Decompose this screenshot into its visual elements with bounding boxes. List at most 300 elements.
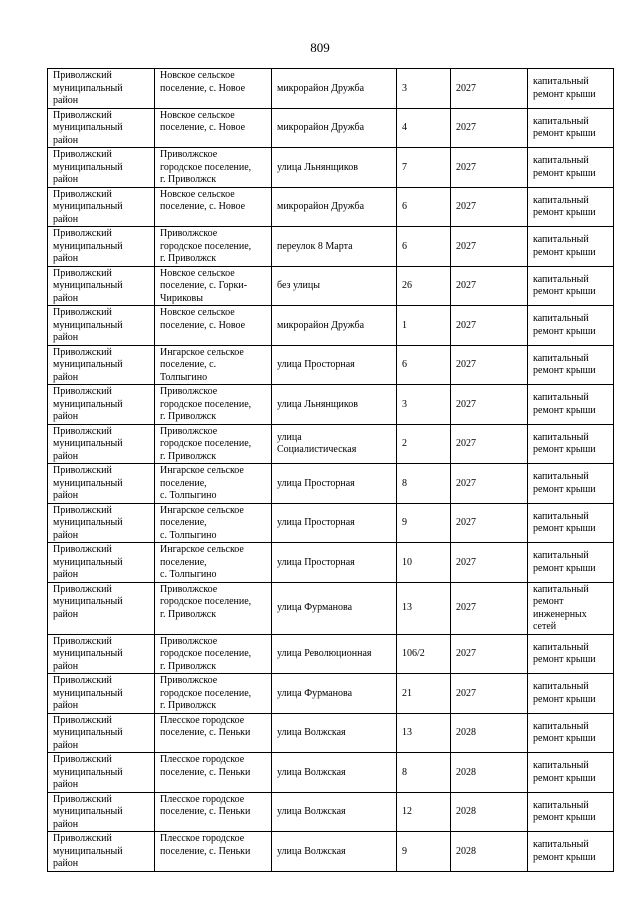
table-row bbox=[48, 148, 614, 188]
region-cell-line: район bbox=[53, 95, 79, 106]
region-cell-line: муниципальный bbox=[53, 517, 123, 528]
settlement-cell bbox=[155, 832, 272, 872]
settlement-cell-line: г. Приволжск bbox=[160, 253, 217, 264]
settlement-cell-line: Новское сельское bbox=[160, 267, 235, 279]
year-cell: 2027 bbox=[451, 464, 528, 504]
year-cell: 2027 bbox=[451, 385, 528, 425]
settlement-cell bbox=[155, 69, 272, 109]
street-cell-line: улица Революционная bbox=[277, 648, 372, 659]
work-type-cell-line: капитальный bbox=[533, 115, 589, 127]
settlement-cell-line: Новское сельское bbox=[160, 188, 235, 200]
region-cell-line: район bbox=[53, 858, 79, 869]
street-cell-line: улица Просторная bbox=[277, 517, 355, 528]
work-type-cell bbox=[528, 582, 614, 634]
work-type-cell-line: капитальный bbox=[533, 799, 589, 811]
year-cell: 2027 bbox=[451, 345, 528, 385]
region-cell-line: Приволжский bbox=[53, 504, 112, 516]
year-cell: 2027 bbox=[451, 187, 528, 227]
region-cell-line: район bbox=[53, 411, 79, 422]
region-cell-line: район bbox=[53, 332, 79, 343]
region-cell-line: Приволжский bbox=[53, 635, 112, 647]
work-type-cell-line: капитальный bbox=[533, 431, 589, 443]
work-type-cell bbox=[528, 674, 614, 714]
region-cell-line: Приволжский bbox=[53, 425, 112, 437]
work-type-cell-line: капитальный bbox=[533, 155, 589, 167]
settlement-cell-line: городское поселение, bbox=[160, 398, 252, 410]
work-type-cell-line: ремонт крыши bbox=[533, 562, 596, 574]
settlement-cell-line: г. Приволжск bbox=[160, 450, 217, 462]
settlement-cell-line: г. Приволжск bbox=[160, 174, 217, 185]
work-type-cell bbox=[528, 69, 614, 109]
settlement-cell-line: Плесское городское bbox=[160, 714, 245, 726]
region-cell bbox=[48, 634, 155, 674]
street-cell bbox=[272, 582, 397, 634]
region-cell-line: муниципальный bbox=[53, 727, 123, 738]
settlement-cell-line: с. Толпыгино bbox=[160, 490, 217, 501]
street-cell-line: улица Льнянщиков bbox=[277, 161, 358, 173]
settlement-cell-line: поселение, с. Пеньки bbox=[160, 766, 251, 778]
region-cell-line: муниципальный bbox=[53, 477, 123, 489]
year-cell: 2028 bbox=[451, 713, 528, 753]
house-number-cell: 7 bbox=[397, 148, 451, 188]
region-cell bbox=[48, 464, 155, 504]
region-cell bbox=[48, 266, 155, 306]
region-cell-line: муниципальный bbox=[53, 82, 123, 94]
settlement-cell-line: г. Приволжск bbox=[160, 700, 217, 711]
work-type-cell-line: капитальный bbox=[533, 681, 589, 693]
settlement-cell-line: поселение, с. Пеньки bbox=[160, 806, 251, 817]
region-cell bbox=[48, 832, 155, 872]
house-number-cell: 21 bbox=[397, 674, 451, 714]
work-type-cell-line: ремонт крыши bbox=[533, 812, 596, 824]
street-cell-line: микрорайон Дружба bbox=[277, 319, 365, 331]
region-cell-line: район bbox=[53, 213, 79, 225]
region-cell-line: Приволжский bbox=[53, 465, 112, 476]
region-cell-line: Приволжский bbox=[53, 675, 112, 686]
table-row bbox=[48, 464, 614, 504]
region-cell-line: муниципальный bbox=[53, 766, 123, 778]
settlement-cell-line: Приволжское bbox=[160, 149, 218, 160]
table-row bbox=[48, 832, 614, 872]
work-type-cell-line: ремонт крыши bbox=[533, 483, 596, 495]
work-type-cell-line: ремонт bbox=[533, 596, 564, 607]
table-row bbox=[48, 753, 614, 793]
settlement-cell-line: поселение, с. Пеньки bbox=[160, 727, 251, 738]
street-cell bbox=[272, 385, 397, 425]
house-number-cell: 13 bbox=[397, 582, 451, 634]
house-number-cell: 106/2 bbox=[397, 634, 451, 674]
region-cell-line: муниципальный bbox=[53, 319, 123, 331]
work-type-cell-line: ремонт крыши bbox=[533, 772, 596, 784]
region-cell bbox=[48, 582, 155, 634]
settlement-cell bbox=[155, 187, 272, 227]
region-cell-line: муниципальный bbox=[53, 280, 123, 291]
region-cell bbox=[48, 148, 155, 188]
settlement-cell-line: Толпыгино bbox=[160, 371, 208, 383]
work-type-cell bbox=[528, 148, 614, 188]
settlement-cell bbox=[155, 108, 272, 148]
settlement-cell bbox=[155, 227, 272, 267]
street-cell bbox=[272, 266, 397, 306]
region-cell-line: муниципальный bbox=[53, 687, 123, 699]
settlement-cell-line: Приволжское bbox=[160, 583, 218, 595]
work-type-cell-line: ремонт крыши bbox=[533, 404, 596, 416]
work-type-cell-line: сетей bbox=[533, 621, 557, 632]
street-cell bbox=[272, 108, 397, 148]
house-number-cell: 6 bbox=[397, 187, 451, 227]
region-cell-line: район bbox=[53, 134, 79, 146]
work-type-cell-line: капитальный bbox=[533, 471, 589, 483]
work-type-cell-line: ремонт крыши bbox=[533, 246, 596, 258]
settlement-cell-line: городское поселение, bbox=[160, 438, 252, 449]
settlement-cell-line: Плесское городское bbox=[160, 833, 245, 844]
work-type-cell-line: капитальный bbox=[533, 352, 589, 364]
street-cell-line: улица Фурманова bbox=[277, 687, 353, 699]
settlement-cell-line: поселение, с. Новое bbox=[160, 122, 246, 133]
street-cell bbox=[272, 634, 397, 674]
work-type-cell-line: капитальный bbox=[533, 76, 589, 88]
region-cell-line: муниципальный bbox=[53, 398, 123, 410]
street-cell bbox=[272, 424, 397, 464]
settlement-cell-line: поселение, с. Горки- bbox=[160, 280, 248, 291]
region-cell-line: Приволжский bbox=[53, 714, 112, 726]
table-row bbox=[48, 266, 614, 306]
work-type-cell-line: ремонт крыши bbox=[533, 654, 596, 666]
region-cell-line: Приволжский bbox=[53, 386, 112, 397]
street-cell-line: переулок 8 Марта bbox=[277, 240, 353, 252]
year-cell: 2027 bbox=[451, 227, 528, 267]
region-cell-line: район bbox=[53, 292, 79, 304]
work-type-cell-line: капитальный bbox=[533, 839, 589, 851]
street-cell-line: улица Волжская bbox=[277, 806, 346, 817]
region-cell-line: муниципальный bbox=[53, 438, 123, 449]
region-cell-line: район bbox=[53, 490, 79, 501]
settlement-cell-line: городское поселение, bbox=[160, 161, 252, 173]
region-cell-line: Приволжский bbox=[53, 188, 112, 200]
work-type-cell-line: ремонт крыши bbox=[533, 128, 596, 140]
house-number-cell: 3 bbox=[397, 385, 451, 425]
settlement-cell-line: с. Толпыгино bbox=[160, 529, 217, 541]
region-cell bbox=[48, 187, 155, 227]
work-type-cell bbox=[528, 187, 614, 227]
region-cell-line: район bbox=[53, 529, 79, 541]
street-cell bbox=[272, 345, 397, 385]
region-cell-line: Приволжский bbox=[53, 109, 112, 121]
street-cell-line: улица bbox=[277, 431, 302, 443]
street-cell bbox=[272, 674, 397, 714]
table-row bbox=[48, 306, 614, 346]
house-number-cell: 3 bbox=[397, 69, 451, 109]
street-cell-line: микрорайон Дружба bbox=[277, 201, 365, 212]
house-number-cell: 6 bbox=[397, 227, 451, 267]
region-cell-line: Приволжский bbox=[53, 307, 112, 318]
settlement-cell-line: Новское сельское bbox=[160, 109, 235, 121]
registry-table bbox=[47, 68, 614, 872]
settlement-cell-line: Ингарское сельское bbox=[160, 346, 244, 358]
settlement-cell-line: городское поселение, bbox=[160, 648, 252, 659]
year-cell: 2027 bbox=[451, 543, 528, 583]
house-number-cell: 6 bbox=[397, 345, 451, 385]
work-type-cell bbox=[528, 424, 614, 464]
street-cell-line: улица Просторная bbox=[277, 556, 355, 568]
settlement-cell-line: Ингарское сельское bbox=[160, 544, 244, 555]
work-type-cell bbox=[528, 713, 614, 753]
table-row bbox=[48, 424, 614, 464]
settlement-cell-line: г. Приволжск bbox=[160, 411, 217, 422]
year-cell: 2027 bbox=[451, 306, 528, 346]
year-cell: 2027 bbox=[451, 503, 528, 543]
region-cell-line: район bbox=[53, 174, 79, 185]
region-cell-line: муниципальный bbox=[53, 240, 123, 252]
settlement-cell-line: поселение, с. bbox=[160, 359, 217, 370]
work-type-cell-line: ремонт крыши bbox=[533, 365, 596, 377]
work-type-cell bbox=[528, 266, 614, 306]
work-type-cell bbox=[528, 753, 614, 793]
year-cell: 2027 bbox=[451, 266, 528, 306]
settlement-cell-line: г. Приволжск bbox=[160, 660, 217, 672]
street-cell-line: микрорайон Дружба bbox=[277, 122, 365, 133]
work-type-cell-line: капитальный bbox=[533, 583, 589, 595]
work-type-cell-line: ремонт крыши bbox=[533, 88, 596, 100]
work-type-cell-line: ремонт крыши bbox=[533, 207, 596, 219]
region-cell-line: Приволжский bbox=[53, 754, 112, 765]
street-cell bbox=[272, 503, 397, 543]
settlement-cell bbox=[155, 753, 272, 793]
street-cell-line: улица Льнянщиков bbox=[277, 398, 358, 410]
work-type-cell-line: ремонт крыши bbox=[533, 167, 596, 179]
work-type-cell bbox=[528, 306, 614, 346]
region-cell-line: Приволжский bbox=[53, 583, 112, 595]
region-cell-line: район bbox=[53, 779, 79, 790]
house-number-cell: 9 bbox=[397, 503, 451, 543]
year-cell: 2027 bbox=[451, 108, 528, 148]
region-cell-line: район bbox=[53, 739, 79, 751]
region-cell-line: район bbox=[53, 569, 79, 580]
registry-table-body bbox=[48, 69, 614, 872]
page-number: 809 bbox=[310, 40, 330, 55]
table-row bbox=[48, 503, 614, 543]
region-cell bbox=[48, 424, 155, 464]
work-type-cell bbox=[528, 503, 614, 543]
settlement-cell-line: городское поселение, bbox=[160, 240, 252, 252]
settlement-cell-line: Новское сельское bbox=[160, 70, 235, 81]
table-row bbox=[48, 582, 614, 634]
work-type-cell-line: ремонт крыши bbox=[533, 851, 596, 863]
work-type-cell-line: ремонт крыши bbox=[533, 733, 596, 745]
region-cell-line: район bbox=[53, 660, 79, 672]
work-type-cell-line: ремонт крыши bbox=[533, 286, 596, 298]
settlement-cell bbox=[155, 674, 272, 714]
region-cell-line: район bbox=[53, 608, 79, 620]
region-cell-line: Приволжский bbox=[53, 833, 112, 844]
year-cell: 2027 bbox=[451, 424, 528, 464]
street-cell-line: Социалистическая bbox=[277, 444, 357, 456]
street-cell bbox=[272, 543, 397, 583]
settlement-cell-line: поселение, bbox=[160, 556, 207, 568]
street-cell bbox=[272, 753, 397, 793]
region-cell-line: район bbox=[53, 450, 79, 462]
region-cell-line: муниципальный bbox=[53, 648, 123, 659]
settlement-cell bbox=[155, 634, 272, 674]
settlement-cell bbox=[155, 503, 272, 543]
street-cell bbox=[272, 227, 397, 267]
region-cell-line: муниципальный bbox=[53, 845, 123, 857]
settlement-cell-line: Плесское городское bbox=[160, 793, 245, 805]
table-row bbox=[48, 345, 614, 385]
table-row bbox=[48, 674, 614, 714]
house-number-cell: 8 bbox=[397, 753, 451, 793]
settlement-cell-line: поселение, с. Пеньки bbox=[160, 845, 251, 857]
work-type-cell-line: капитальный bbox=[533, 641, 589, 653]
table-row bbox=[48, 634, 614, 674]
settlement-cell bbox=[155, 385, 272, 425]
settlement-cell-line: Приволжское bbox=[160, 425, 218, 437]
work-type-cell bbox=[528, 464, 614, 504]
region-cell bbox=[48, 108, 155, 148]
street-cell bbox=[272, 464, 397, 504]
house-number-cell: 12 bbox=[397, 792, 451, 832]
region-cell-line: муниципальный bbox=[53, 596, 123, 607]
settlement-cell bbox=[155, 345, 272, 385]
region-cell bbox=[48, 306, 155, 346]
work-type-cell-line: инженерных bbox=[533, 608, 587, 620]
year-cell: 2028 bbox=[451, 792, 528, 832]
street-cell bbox=[272, 148, 397, 188]
table-row bbox=[48, 713, 614, 753]
street-cell-line: улица Фурманова bbox=[277, 602, 353, 614]
region-cell bbox=[48, 385, 155, 425]
work-type-cell-line: капитальный bbox=[533, 234, 589, 246]
settlement-cell-line: поселение, с. Новое bbox=[160, 82, 246, 94]
work-type-cell bbox=[528, 385, 614, 425]
house-number-cell: 13 bbox=[397, 713, 451, 753]
street-cell bbox=[272, 832, 397, 872]
work-type-cell-line: капитальный bbox=[533, 760, 589, 772]
work-type-cell-line: капитальный bbox=[533, 313, 589, 325]
settlement-cell bbox=[155, 266, 272, 306]
region-cell-line: муниципальный bbox=[53, 161, 123, 173]
settlement-cell-line: Новское сельское bbox=[160, 307, 235, 318]
region-cell bbox=[48, 345, 155, 385]
street-cell-line: микрорайон Дружба bbox=[277, 82, 365, 94]
settlement-cell-line: поселение, с. Новое bbox=[160, 201, 246, 212]
settlement-cell-line: Приволжское bbox=[160, 228, 218, 239]
work-type-cell-line: ремонт крыши bbox=[533, 693, 596, 705]
settlement-cell-line: Плесское городское bbox=[160, 754, 245, 765]
settlement-cell bbox=[155, 713, 272, 753]
settlement-cell bbox=[155, 543, 272, 583]
street-cell bbox=[272, 713, 397, 753]
work-type-cell bbox=[528, 543, 614, 583]
settlement-cell bbox=[155, 148, 272, 188]
house-number-cell: 4 bbox=[397, 108, 451, 148]
work-type-cell-line: капитальный bbox=[533, 392, 589, 404]
region-cell-line: Приволжский bbox=[53, 346, 112, 358]
table-row bbox=[48, 543, 614, 583]
region-cell-line: муниципальный bbox=[53, 201, 123, 212]
table-row bbox=[48, 792, 614, 832]
work-type-cell-line: ремонт крыши bbox=[533, 523, 596, 535]
work-type-cell-line: капитальный bbox=[533, 720, 589, 732]
work-type-cell-line: ремонт крыши bbox=[533, 325, 596, 337]
region-cell-line: Приволжский bbox=[53, 149, 112, 160]
work-type-cell bbox=[528, 108, 614, 148]
street-cell bbox=[272, 187, 397, 227]
settlement-cell-line: Приволжское bbox=[160, 675, 218, 686]
work-type-cell-line: капитальный bbox=[533, 273, 589, 285]
region-cell-line: Приволжский bbox=[53, 793, 112, 805]
settlement-cell-line: Чириковы bbox=[160, 292, 203, 304]
year-cell: 2028 bbox=[451, 832, 528, 872]
region-cell-line: район bbox=[53, 818, 79, 830]
work-type-cell-line: капитальный bbox=[533, 550, 589, 562]
work-type-cell bbox=[528, 832, 614, 872]
settlement-cell-line: Приволжское bbox=[160, 386, 218, 397]
settlement-cell-line: поселение, bbox=[160, 477, 207, 489]
street-cell bbox=[272, 69, 397, 109]
house-number-cell: 8 bbox=[397, 464, 451, 504]
house-number-cell: 9 bbox=[397, 832, 451, 872]
region-cell bbox=[48, 713, 155, 753]
year-cell: 2027 bbox=[451, 148, 528, 188]
settlement-cell-line: Ингарское сельское bbox=[160, 465, 244, 476]
region-cell-line: муниципальный bbox=[53, 359, 123, 370]
street-cell-line: без улицы bbox=[277, 280, 320, 291]
region-cell-line: район bbox=[53, 371, 79, 383]
settlement-cell bbox=[155, 306, 272, 346]
house-number-cell: 2 bbox=[397, 424, 451, 464]
region-cell bbox=[48, 753, 155, 793]
settlement-cell-line: Приволжское bbox=[160, 635, 218, 647]
settlement-cell bbox=[155, 792, 272, 832]
region-cell bbox=[48, 69, 155, 109]
region-cell-line: Приволжский bbox=[53, 267, 112, 279]
work-type-cell-line: капитальный bbox=[533, 510, 589, 522]
work-type-cell bbox=[528, 792, 614, 832]
region-cell bbox=[48, 674, 155, 714]
settlement-cell-line: городское поселение, bbox=[160, 687, 252, 699]
region-cell-line: район bbox=[53, 700, 79, 711]
house-number-cell: 26 bbox=[397, 266, 451, 306]
work-type-cell-line: капитальный bbox=[533, 194, 589, 206]
region-cell-line: Приволжский bbox=[53, 228, 112, 239]
year-cell: 2027 bbox=[451, 634, 528, 674]
region-cell-line: муниципальный bbox=[53, 556, 123, 568]
year-cell: 2027 bbox=[451, 582, 528, 634]
year-cell: 2028 bbox=[451, 753, 528, 793]
street-cell-line: улица Просторная bbox=[277, 477, 355, 489]
work-type-cell bbox=[528, 345, 614, 385]
house-number-cell: 1 bbox=[397, 306, 451, 346]
table-row bbox=[48, 187, 614, 227]
region-cell-line: муниципальный bbox=[53, 122, 123, 133]
work-type-cell-line: ремонт крыши bbox=[533, 444, 596, 456]
region-cell bbox=[48, 227, 155, 267]
table-row bbox=[48, 69, 614, 109]
street-cell bbox=[272, 792, 397, 832]
street-cell-line: улица Просторная bbox=[277, 359, 355, 370]
street-cell-line: улица Волжская bbox=[277, 727, 346, 738]
table-row bbox=[48, 385, 614, 425]
region-cell bbox=[48, 792, 155, 832]
table-row bbox=[48, 227, 614, 267]
work-type-cell bbox=[528, 227, 614, 267]
region-cell-line: район bbox=[53, 253, 79, 264]
region-cell-line: Приволжский bbox=[53, 70, 112, 81]
settlement-cell-line: Ингарское сельское bbox=[160, 504, 244, 516]
region-cell-line: муниципальный bbox=[53, 806, 123, 817]
settlement-cell-line: с. Толпыгино bbox=[160, 569, 217, 580]
